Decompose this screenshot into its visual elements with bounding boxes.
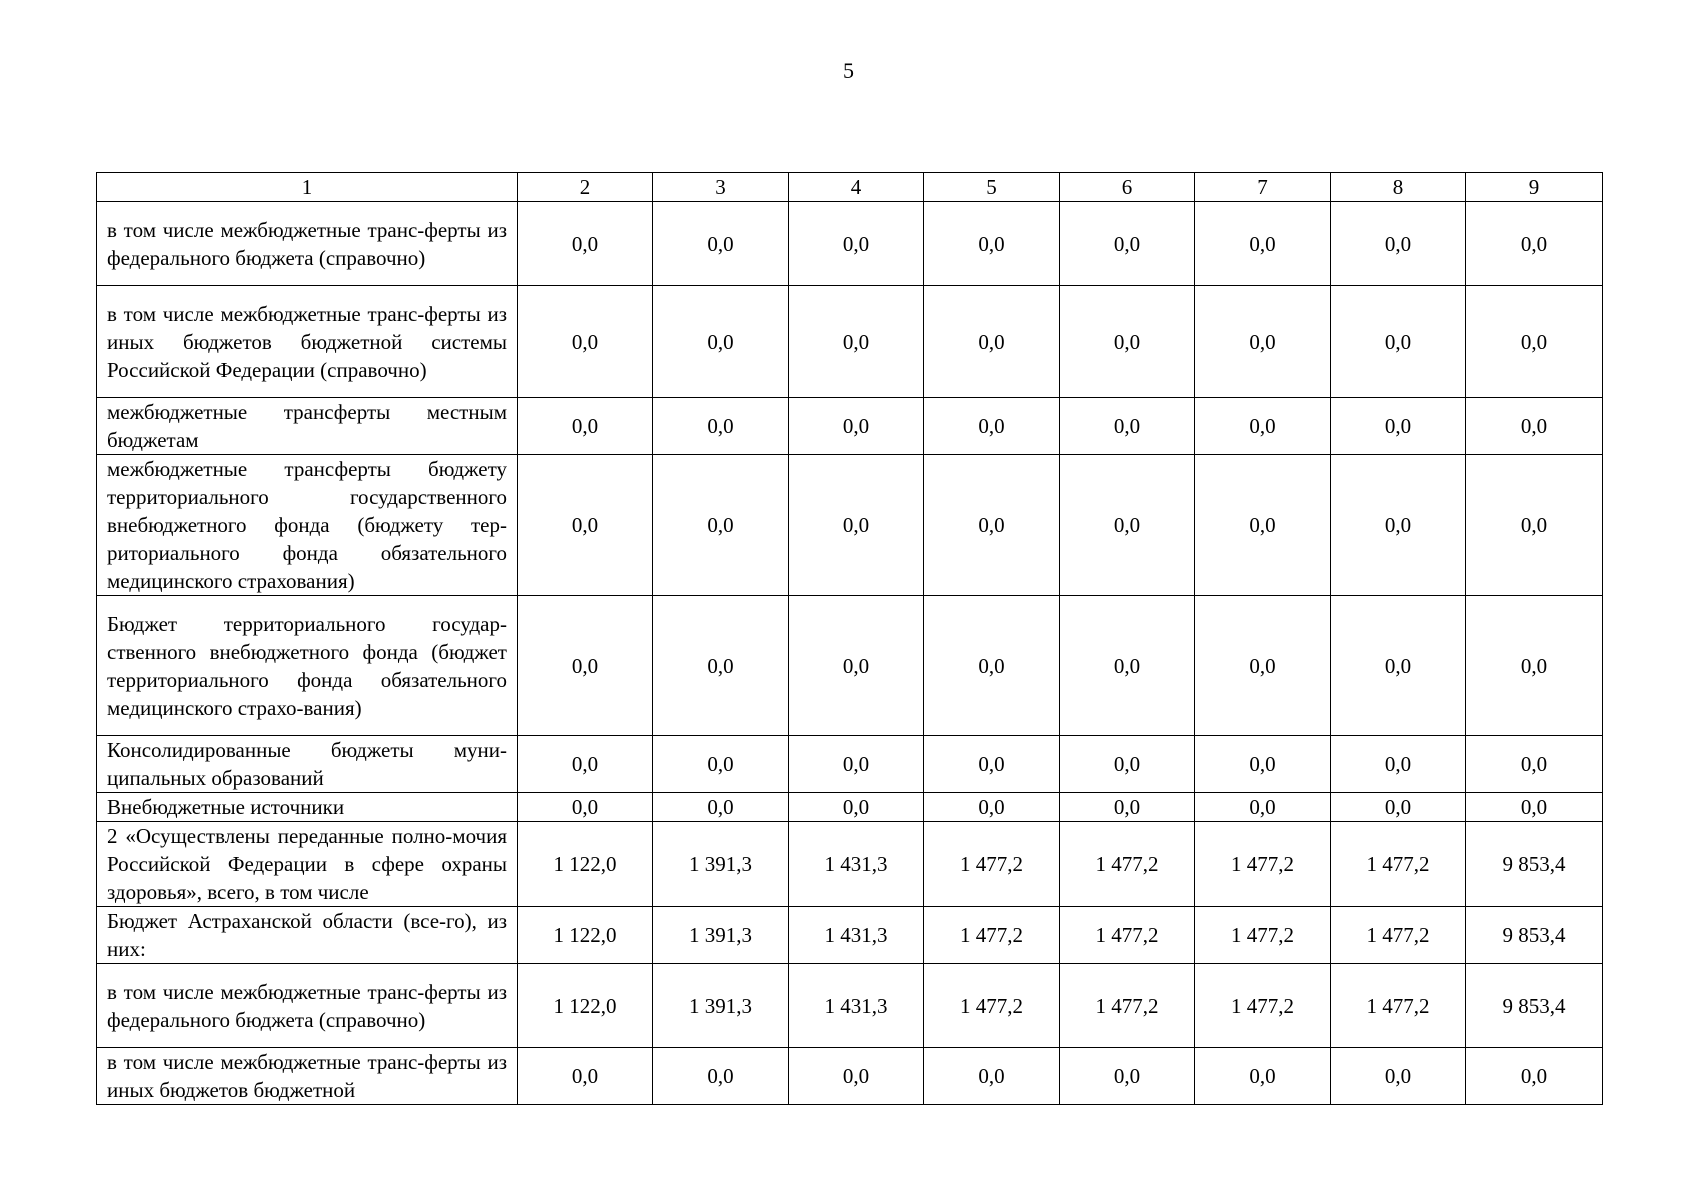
- cell-value: 0,0: [653, 736, 789, 793]
- cell-value: 0,0: [1195, 596, 1331, 736]
- cell-value: 1 477,2: [924, 964, 1060, 1048]
- row-label: Бюджет Астраханской области (все-го), из них:: [97, 907, 518, 964]
- row-label: в том числе межбюджетные транс-ферты из федерального бюджета (справочно): [97, 964, 518, 1048]
- cell-value: 0,0: [1195, 1048, 1331, 1105]
- cell-value: 1 391,3: [653, 964, 789, 1048]
- cell-value: 0,0: [1195, 455, 1331, 596]
- table-row: [97, 822, 1603, 907]
- cell-value: 0,0: [789, 1048, 924, 1105]
- cell-value: 0,0: [924, 455, 1060, 596]
- cell-value: 0,0: [1331, 596, 1466, 736]
- table-row: [97, 736, 1603, 793]
- cell-value: 0,0: [1331, 202, 1466, 286]
- cell-value: 0,0: [1195, 398, 1331, 455]
- column-header: 7: [1195, 173, 1331, 202]
- cell-value: 0,0: [1466, 286, 1603, 398]
- cell-value: 0,0: [789, 286, 924, 398]
- cell-value: 0,0: [1466, 736, 1603, 793]
- cell-value: 0,0: [1466, 202, 1603, 286]
- table-row: [97, 907, 1603, 964]
- cell-value: 9 853,4: [1466, 907, 1603, 964]
- cell-value: 0,0: [518, 455, 653, 596]
- cell-value: 0,0: [924, 286, 1060, 398]
- page-number: 5: [843, 58, 854, 83]
- cell-value: 0,0: [653, 596, 789, 736]
- cell-value: 0,0: [518, 286, 653, 398]
- cell-value: 0,0: [1195, 202, 1331, 286]
- cell-value: 1 431,3: [789, 964, 924, 1048]
- cell-value: 1 477,2: [1331, 964, 1466, 1048]
- cell-value: 0,0: [1331, 398, 1466, 455]
- cell-value: 1 477,2: [1060, 822, 1195, 907]
- cell-value: 0,0: [518, 398, 653, 455]
- row-label: Бюджет территориального государ-ственного внебюджетного фонда (бюджет территориального фонда обязательного медицинского страхо-вания): [97, 596, 518, 736]
- cell-value: 0,0: [1466, 596, 1603, 736]
- column-header: 5: [924, 173, 1060, 202]
- row-label: в том числе межбюджетные транс-ферты из иных бюджетов бюджетной: [97, 1048, 518, 1105]
- table-row: [97, 455, 1603, 596]
- cell-value: 0,0: [1466, 455, 1603, 596]
- cell-value: 0,0: [653, 202, 789, 286]
- cell-value: 1 391,3: [653, 907, 789, 964]
- cell-value: 9 853,4: [1466, 964, 1603, 1048]
- column-header: 3: [653, 173, 789, 202]
- cell-value: 0,0: [1060, 286, 1195, 398]
- table-row: [97, 793, 1603, 822]
- column-header: 6: [1060, 173, 1195, 202]
- cell-value: 9 853,4: [1466, 822, 1603, 907]
- column-header: 9: [1466, 173, 1603, 202]
- table-row: [97, 286, 1603, 398]
- cell-value: 0,0: [924, 596, 1060, 736]
- cell-value: 0,0: [518, 736, 653, 793]
- cell-value: 1 477,2: [1195, 964, 1331, 1048]
- cell-value: 0,0: [1060, 736, 1195, 793]
- table-row: [97, 202, 1603, 286]
- table-body: [97, 202, 1603, 1105]
- cell-value: 0,0: [1060, 455, 1195, 596]
- cell-value: 0,0: [789, 793, 924, 822]
- cell-value: 1 477,2: [1331, 907, 1466, 964]
- cell-value: 0,0: [1466, 1048, 1603, 1105]
- cell-value: 0,0: [1060, 1048, 1195, 1105]
- cell-value: 0,0: [1331, 455, 1466, 596]
- cell-value: 0,0: [518, 1048, 653, 1105]
- cell-value: 0,0: [518, 202, 653, 286]
- cell-value: 0,0: [1060, 793, 1195, 822]
- cell-value: 0,0: [1195, 286, 1331, 398]
- cell-value: 1 477,2: [1195, 907, 1331, 964]
- row-label: Консолидированные бюджеты муни-ципальных образований: [97, 736, 518, 793]
- cell-value: 0,0: [789, 202, 924, 286]
- table-row: [97, 1048, 1603, 1105]
- cell-value: 0,0: [518, 793, 653, 822]
- cell-value: 0,0: [924, 398, 1060, 455]
- cell-value: 0,0: [789, 455, 924, 596]
- row-label: 2 «Осуществлены переданные полно-мочия Российской Федерации в сфере охраны здоровья», всего, в том числе: [97, 822, 518, 907]
- cell-value: 1 122,0: [518, 907, 653, 964]
- table-row: [97, 596, 1603, 736]
- cell-value: 0,0: [924, 202, 1060, 286]
- cell-value: 0,0: [1195, 793, 1331, 822]
- cell-value: 0,0: [1060, 202, 1195, 286]
- column-header: 1: [97, 173, 518, 202]
- row-label: межбюджетные трансферты местным бюджетам: [97, 398, 518, 455]
- cell-value: 1 431,3: [789, 907, 924, 964]
- header-row: [97, 173, 1603, 202]
- cell-value: 0,0: [789, 398, 924, 455]
- cell-value: 1 477,2: [924, 907, 1060, 964]
- column-header: 8: [1331, 173, 1466, 202]
- cell-value: 1 122,0: [518, 822, 653, 907]
- cell-value: 0,0: [924, 1048, 1060, 1105]
- table-row: [97, 398, 1603, 455]
- cell-value: 0,0: [1331, 1048, 1466, 1105]
- cell-value: 0,0: [1060, 398, 1195, 455]
- cell-value: 0,0: [1195, 736, 1331, 793]
- column-header: 2: [518, 173, 653, 202]
- column-header: 4: [789, 173, 924, 202]
- cell-value: 1 477,2: [1195, 822, 1331, 907]
- cell-value: 0,0: [1331, 736, 1466, 793]
- row-label: в том числе межбюджетные транс-ферты из федерального бюджета (справочно): [97, 202, 518, 286]
- table-header: [97, 173, 1603, 202]
- row-label: в том числе межбюджетные транс-ферты из иных бюджетов бюджетной системы Российской Федерации (справочно): [97, 286, 518, 398]
- cell-value: 0,0: [924, 793, 1060, 822]
- cell-value: 1 477,2: [1060, 964, 1195, 1048]
- cell-value: 1 477,2: [1060, 907, 1195, 964]
- cell-value: 0,0: [789, 596, 924, 736]
- cell-value: 0,0: [1466, 793, 1603, 822]
- table-row: [97, 964, 1603, 1048]
- cell-value: 0,0: [1466, 398, 1603, 455]
- cell-value: 0,0: [653, 793, 789, 822]
- cell-value: 0,0: [653, 455, 789, 596]
- cell-value: 1 431,3: [789, 822, 924, 907]
- cell-value: 0,0: [1331, 793, 1466, 822]
- cell-value: 0,0: [789, 736, 924, 793]
- cell-value: 0,0: [1331, 286, 1466, 398]
- cell-value: 0,0: [653, 1048, 789, 1105]
- cell-value: 1 391,3: [653, 822, 789, 907]
- row-label: Внебюджетные источники: [97, 793, 518, 822]
- cell-value: 0,0: [653, 398, 789, 455]
- budget-table: [96, 172, 1603, 1105]
- cell-value: 1 477,2: [924, 822, 1060, 907]
- cell-value: 1 122,0: [518, 964, 653, 1048]
- cell-value: 1 477,2: [1331, 822, 1466, 907]
- cell-value: 0,0: [1060, 596, 1195, 736]
- cell-value: 0,0: [518, 596, 653, 736]
- row-label: межбюджетные трансферты бюджету территориального государственного внебюджетного фонда (бюджету тер-риториального фонда обязательного медицинского страхования): [97, 455, 518, 596]
- cell-value: 0,0: [924, 736, 1060, 793]
- cell-value: 0,0: [653, 286, 789, 398]
